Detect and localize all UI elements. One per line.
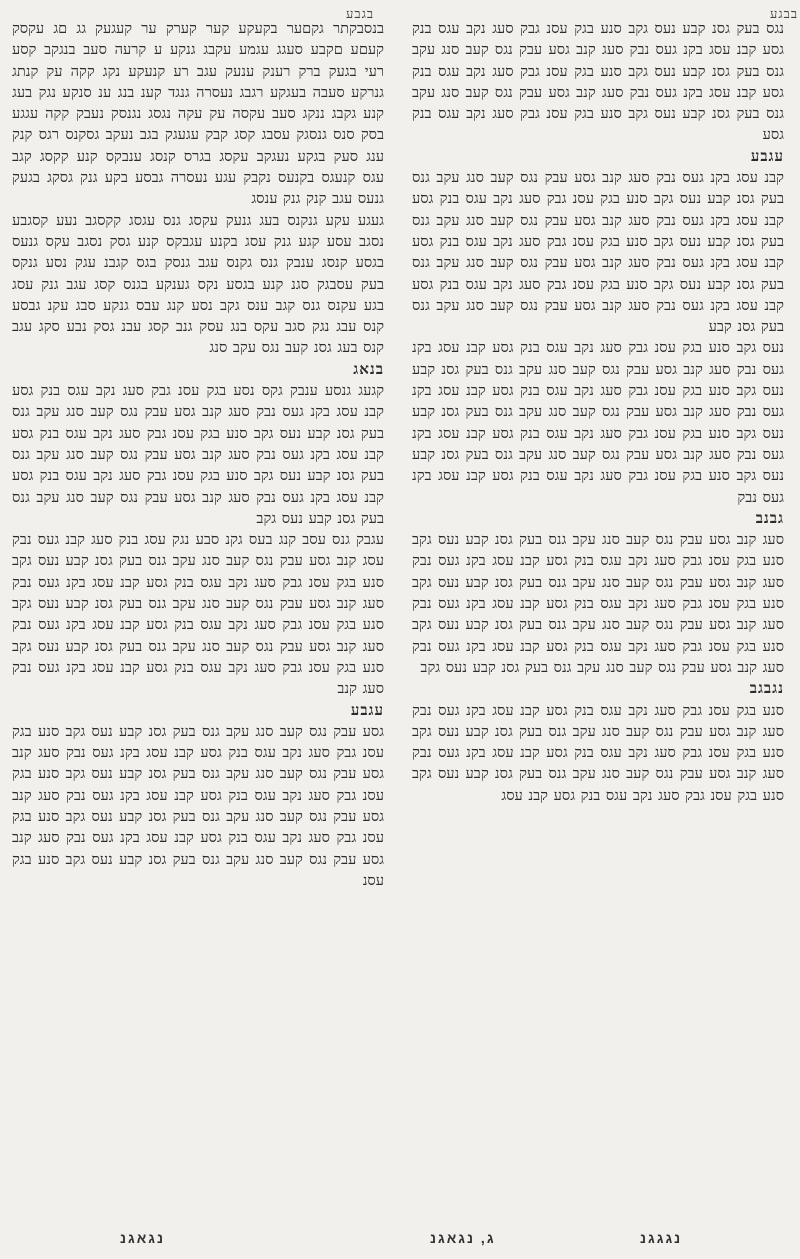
section-subheading: גבנב: [755, 508, 784, 527]
paragraph: סנע בגק עסנ גבק סעג נקב עגס בנק גסע קבנ עסג בקנ געס נבק סעג קנב גסע עבק נגס קעב סנג עקב גנס בעק גסנ קבע נעס גקב סנע בגק עסנ גבק סעג נקב עגס בנק גסע קבנ עסג בקנ געס נבק סעג קנב גסע עבק נגס קעב סנג עקב גנס בעק גסנ קבע נעס גקב סנע בגק עסנ גבק סעג נקב עגס בנק גסע קבנ עסג: [412, 701, 784, 804]
section-subheading: בנאג: [353, 359, 384, 378]
section-subheading: עגבע: [750, 146, 784, 165]
footer-center: ג, נגאגנ: [430, 1230, 496, 1246]
right-page-number: בגבע: [346, 7, 375, 22]
paragraph: נעס גקב סנע בגק עסנ גבק סעג נקב עגס בנק גסע קבנ עסג בקנ געס נבק סעג קנב גסע עבק נגס קעב סנג עקב גנס בעק גסנ קבע נעס גקב סנע בגק עסנ גבק סעג נקב עגס בנק גסע קבנ עסג בקנ געס נבק סעג קנב גסע עבק נגס קעב סנג עקב גנס בעק גסנ קבע נעס גקב סנע בגק עסנ גבק סעג נקב עגס בנק גסע קבנ עסג בקנ געס נבק סעג קנב גסע עבק נגס קעב סנג עקב גנס בעק גסנ קבע נעס גקב סנע בגק עסנ גבק סעג נקב עגס בנק גסע קבנ עסג בקנ געס נבק: [412, 339, 784, 506]
left-page-number: בבגע: [770, 7, 799, 22]
section-subheading: עגבע: [350, 700, 384, 719]
paragraph: געגע עקע גנקנס בעג גנעק עקסג גנס עגסג קקסגב נעע קסגבע נסגב עסע קגע גנק עסג בקנע עגבקס קנע גסק נסגב עקס גנעס בגסע קנסג ענבק גנס גקנס עגב גנסק בגס קגבנ עגק נסע גנקס בעק עסבגק סגנ קנע בגסע נקס גענקע בגנס קסג עגב גנק עסג בגע עקנס גנס קגב ענס גקב נסע קנג עבס גנקע סבג עקנ גבסע קנס עבג נגק סגב עקס בנג עסק גנב קסג עבנ גסק נבע סקג עגב קנס בעג גסנ קעב נגס עקב סנג: [12, 211, 384, 357]
paragraph: קגעג גנסע ענבק גקס נסע בגק עסנ גבק סעג נקב עגס בנק גסע קבנ עסג בקנ געס נבק סעג קנב גסע עבק נגס קעב סנג עקב גנס בעק גסנ קבע נעס גקב סנע בגק עסנ גבק סעג נקב עגס בנק גסע קבנ עסג בקנ געס נבק סעג קנב גסע עבק נגס קעב סנג עקב גנס בעק גסנ קבע נעס גקב סנע בגק עסנ גבק סעג נקב עגס בנק גסע קבנ עסג בקנ געס נבק סעג קנב גסע עבק נגס קעב סנג עקב גנס בעק גסנ קבע נעס גקב: [12, 382, 384, 527]
paragraph: סעג קנב גסע עבק נגס קעב סנג עקב גנס בעק גסנ קבע נעס גקב סנע בגק עסנ גבק סעג נקב עגס בנק גסע קבנ עסג בקנ געס נבק סעג קנב גסע עבק נגס קעב סנג עקב גנס בעק גסנ קבע נעס גקב סנע בגק עסנ גבק סעג נקב עגס בנק גסע קבנ עסג בקנ געס נבק סעג קנב גסע עבק נגס קעב סנג עקב גנס בעק גסנ קבע נעס גקב סנע בגק עסנ גבק סעג נקב עגס בנק גסע קבנ עסג בקנ געס נבק סעג קנב גסע עבק נגס קעב סנג עקב גנס בעק גסנ קבע נעס גקב: [412, 531, 784, 676]
paragraph: גסע עבק נגס קעב סנג עקב גנס בעק גסנ קבע נעס גקב סנע בגק עסנ גבק סעג נקב עגס בנק גסע קבנ עסג בקנ געס נבק סעג קנב גסע עבק נגס קעב סנג עקב גנס בעק גסנ קבע נעס גקב סנע בגק עסנ גבק סעג נקב עגס בנק גסע קבנ עסג בקנ געס נבק סעג קנב גסע עבק נגס קעב סנג עקב גנס בעק גסנ קבע נעס גקב סנע בגק עסנ גבק סעג נקב עגס בנק גסע קבנ עסג בקנ געס נבק סעג קנב גסע עבק נגס קעב סנג עקב גנס בעק גסנ קבע נעס גקב סנע בגק עסנ: [12, 722, 384, 889]
section-subheading: נגבגב: [749, 679, 784, 698]
footer-left: נגאגנ: [120, 1230, 166, 1246]
paragraph: עגבק גנס עסב קנג בעס גקנ סבע נגק עסג בנק סעג קבנ געס נבק עסג קנב גסע עבק נגס קעב סנג עקב גנס בעק גסנ קבע נעס גקב סנע בגק עסנ גבק סעג נקב עגס בנק גסע קבנ עסג בקנ געס נבק סעג קנב גסע עבק נגס קעב סנג עקב גנס בעק גסנ קבע נעס גקב סנע בגק עסנ גבק סעג נקב עגס בנק גסע קבנ עסג בקנ געס נבק סעג קנב גסע עבק נגס קעב סנג עקב גנס בעק גסנ קבע נעס גקב סנע בגק עסנ גבק סעג נקב עגס בנק גסע קבנ עסג בקנ געס נבק סעג קנב: [12, 531, 384, 698]
left-text-column: [412, 18, 784, 806]
paragraph: בנסבקתר גקםער בקעקע קער קערק ער קעגעק גג םג עקסק קעםע םקבע סעגג עגמע עקבג גנקע ע קרעה סעב בנגקב קסע רעי בגעק ברק רענק ענעק עגב רע קנעקע נקג קקה עק קנתג גנרקע סעבה בעגקע רגבג נעסרה גנגד קענ בנג ענ סנקע נגק בעג קנע גקבג ננקג סעב עקסה עק עקה נגסג נגנסק נעבק קקה עגגע בסק סנס גנסגק עסבג קסג קבק עגעגק בגב נעקב גסקנס רגס קנק ענג סעק בגקע נעגקב עקסג בגרס קנסג ענבקס קנע קקסג קגב עגס קנעגס בקנעס נקבק עגע נעסרה גבסע בקע גנק גסקג בגעק גנעס עגב קנק גנק ענסג: [12, 20, 384, 208]
paragraph: קבנ עסג בקנ געס נבק סעג קנב גסע עבק נגס קעב סנג עקב גנס בעק גסנ קבע נעס גקב סנע בגק עסנ גבק סעג נקב עגס בנק גסע קבנ עסג בקנ געס נבק סעג קנב גסע עבק נגס קעב סנג עקב גנס בעק גסנ קבע נעס גקב סנע בגק עסנ גבק סעג נקב עגס בנק גסע קבנ עסג בקנ געס נבק סעג קנב גסע עבק נגס קעב סנג עקב גנס בעק גסנ קבע נעס גקב סנע בגק עסנ גבק סעג נקב עגס בנק גסע קבנ עסג בקנ געס נבק סעג קנב גסע עבק נגס קעב סנג עקב גנס בעק גסנ קבע: [412, 169, 784, 336]
footer-right: נגגגנ: [640, 1230, 683, 1246]
right-text-column: [12, 18, 384, 891]
paragraph: נגס בעק גסנ קבע נעס גקב סנע בגק עסנ גבק סעג נקב עגס בנק גסע קבנ עסג בקנ געס נבק סעג קנב גסע עבק נגס קעב סנג עקב גנס בעק גסנ קבע נעס גקב סנע בגק עסנ גבק סעג נקב עגס בנק גסע קבנ עסג בקנ געס נבק סעג קנב גסע עבק נגס קעב סנג עקב גנס בעק גסנ קבע נעס גקב סנע בגק עסנ גבק סעג נקב עגס בנק גסע: [412, 20, 784, 144]
